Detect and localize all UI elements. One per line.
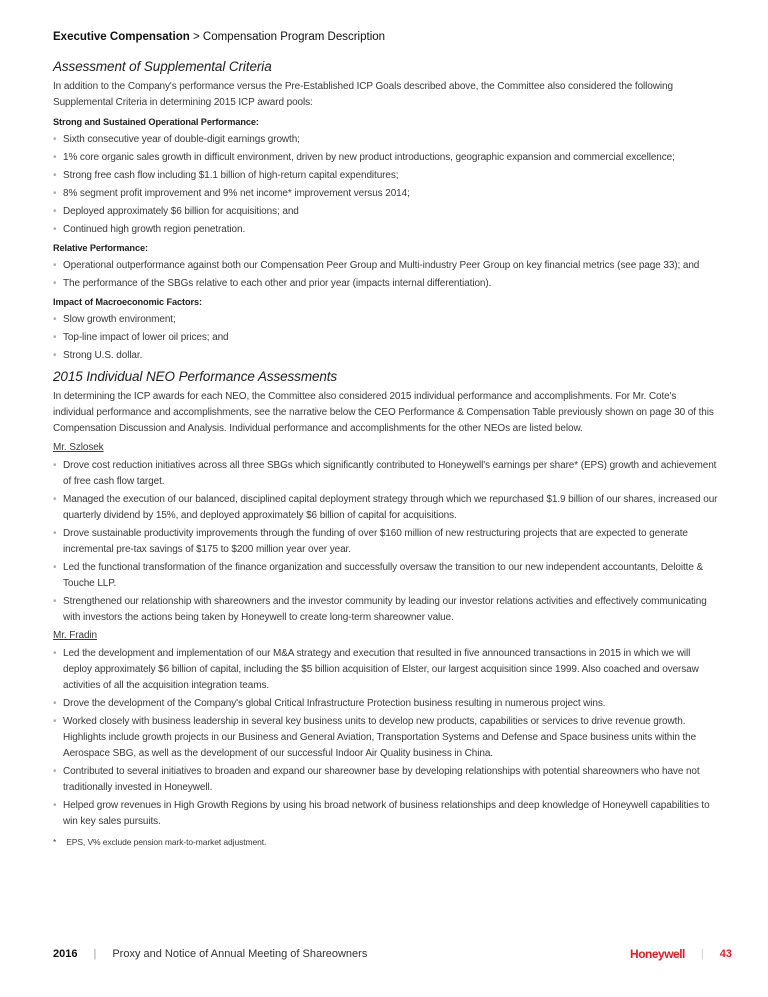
- bullet-icon: •: [53, 648, 57, 659]
- list-item: [53, 132, 719, 148]
- list-item-text: Strong U.S. dollar.: [63, 350, 143, 361]
- list-item-text: Managed the execution of our balanced, disciplined capital deployment strategy through which we repurchased $1.9 billion of our shares, increased our quarterly dividend by 15%, and deployed approximately $6 billion of capital for acquisitions.: [63, 494, 718, 521]
- list-item: [53, 764, 719, 796]
- list-item: [53, 458, 719, 490]
- list-item-text: Helped grow revenues in High Growth Regions by using his broad network of business relationships and deep knowledge of Honeywell capabilities to win key sales pursuits.: [63, 800, 710, 827]
- bullet-icon: •: [53, 766, 57, 777]
- list-item-text: Operational outperformance against both our Compensation Peer Group and Multi-industry Peer Group on key financial metrics (see page 33); and: [63, 260, 700, 271]
- bullet-icon: •: [53, 460, 57, 471]
- list-item-text: 1% core organic sales growth in difficult environment, driven by new product introductions, geographic expansion and commercial excellence;: [63, 152, 675, 163]
- list-item-text: 8% segment profit improvement and 9% net income* improvement versus 2014;: [63, 188, 410, 199]
- list-item-text: Strengthened our relationship with shareowners and the investor community by leading our investor relations activities and effectively communicating with investors the actions being taken by Honeywell to create long-term shareowner value.: [63, 596, 707, 623]
- section-intro: In determining the ICP awards for each NEO, the Committee also considered 2015 individual performance and accomplishments. For Mr. Cote's individual performance and accomplishments, see the narrative below the CEO Performance & Compensation Table previously shown on page 30 of this Compensation Discussion and Analysis. Individual performance and accomplishments for the other NEOs are listed below.: [53, 391, 714, 434]
- bullet-icon: •: [53, 134, 57, 145]
- list-item: [53, 276, 719, 292]
- list-item: [53, 492, 719, 524]
- bullet-icon: •: [53, 152, 57, 163]
- list-item: [53, 646, 719, 694]
- list-item-text: Led the functional transformation of the finance organization and successfully oversaw the transition to our new independent accountants, Deloitte & Touche LLP.: [63, 562, 704, 589]
- breadcrumb-page: Compensation Program Description: [202, 31, 386, 43]
- bullet-icon: •: [53, 332, 57, 343]
- bullet-icon: •: [53, 260, 57, 271]
- bullet-list: [53, 132, 719, 238]
- bullet-list: [53, 258, 719, 292]
- list-item-text: Contributed to several initiatives to broaden and expand our shareowner base by developing relationships with potential shareowners who have not traditionally invested in Honeywell.: [63, 766, 700, 793]
- list-item: [53, 258, 719, 274]
- criteria-groups: [53, 114, 719, 364]
- list-item: [53, 798, 719, 830]
- list-item-text: Drove sustainable productivity improvements through the funding of over $160 million of new restructuring projects that are expected to generate incremental pre-tax savings of $175 to $200 million year over year.: [63, 528, 688, 555]
- bullet-icon: •: [53, 698, 57, 709]
- footer-year: 2016: [53, 948, 78, 960]
- footer-divider: |: [93, 948, 97, 960]
- bullet-icon: •: [53, 314, 57, 325]
- list-item-text: Strong free cash flow including $1.1 billion of high-return capital expenditures;: [63, 170, 399, 181]
- footnote-text: EPS, V% exclude pension mark-to-market adjustment.: [66, 837, 267, 847]
- breadcrumb-separator: >: [192, 31, 200, 43]
- list-item: [53, 312, 719, 328]
- list-item: [53, 186, 719, 202]
- honeywell-logo: Honeywell: [630, 947, 685, 961]
- list-item-text: Drove cost reduction initiatives across all three SBGs which significantly contributed to Honeywell's earnings per share* (EPS) growth and achievement of free cash flow target.: [63, 460, 717, 487]
- bullet-icon: •: [53, 494, 57, 505]
- bullet-icon: •: [53, 596, 57, 607]
- list-item: [53, 222, 719, 238]
- bullet-list: [53, 458, 719, 626]
- section-title: Assessment of Supplemental Criteria: [53, 59, 272, 74]
- section-intro: In addition to the Company's performance versus the Pre-Established ICP Goals described above, the Committee also considered the following Supplemental Criteria in determining 2015 ICP award pools:: [53, 81, 673, 108]
- list-item: [53, 594, 719, 626]
- bullet-icon: •: [53, 278, 57, 289]
- breadcrumb-section: Executive Compensation: [53, 31, 190, 43]
- page-content: [53, 58, 719, 850]
- list-item: [53, 348, 719, 364]
- bullet-icon: •: [53, 528, 57, 539]
- list-item-text: Top-line impact of lower oil prices; and: [63, 332, 229, 343]
- list-item-text: Deployed approximately $6 billion for acquisitions; and: [63, 206, 299, 217]
- list-item: [53, 560, 719, 592]
- list-item: [53, 204, 719, 220]
- list-item: [53, 168, 719, 184]
- section-title: 2015 Individual NEO Performance Assessments: [53, 369, 338, 384]
- subheading: Relative Performance:: [53, 243, 148, 253]
- breadcrumb: [53, 31, 385, 43]
- bullet-icon: •: [53, 188, 57, 199]
- bullet-icon: •: [53, 716, 57, 727]
- list-item-text: Worked closely with business leadership in several key business units to develop new products, capabilities or services to drive revenue growth. Highlights include growth projects in our Business and General Aviation, Transportation Systems and Defense and Space business units within the Aerospace SBG, as well as the development of our successful Indoor Air Quality business in China.: [63, 716, 697, 759]
- neo-assessments: [53, 440, 719, 830]
- page-number: 43: [719, 948, 732, 960]
- list-item: [53, 150, 719, 166]
- bullet-icon: •: [53, 350, 57, 361]
- subheading: Impact of Macroeconomic Factors:: [53, 297, 202, 307]
- list-item: [53, 526, 719, 558]
- list-item-text: Slow growth environment;: [63, 314, 176, 325]
- list-item-text: The performance of the SBGs relative to each other and prior year (impacts internal differentiation).: [63, 278, 492, 289]
- bullet-icon: •: [53, 170, 57, 181]
- footer-divider: |: [700, 948, 704, 960]
- footnote: [53, 834, 719, 850]
- page-footer: [53, 946, 732, 962]
- list-item: [53, 330, 719, 346]
- neo-name: Mr. Fradin: [53, 630, 98, 641]
- bullet-list: [53, 646, 719, 830]
- list-item-text: Led the development and implementation of our M&A strategy and execution that resulted in five announced transactions in 2015 in which we will deploy approximately $6 billion of capital, including the $5 billion acquisition of Elster, our largest acquisition since 1999. Also coached and oversaw activities of all the acquisition integration teams.: [63, 648, 699, 691]
- bullet-icon: •: [53, 206, 57, 217]
- bullet-list: [53, 312, 719, 364]
- list-item-text: Sixth consecutive year of double-digit earnings growth;: [63, 134, 300, 145]
- subheading: Strong and Sustained Operational Performance:: [53, 117, 259, 127]
- list-item: [53, 714, 719, 762]
- list-item: [53, 696, 719, 712]
- bullet-icon: •: [53, 800, 57, 811]
- footer-title: Proxy and Notice of Annual Meeting of Shareowners: [112, 948, 368, 960]
- list-item-text: Continued high growth region penetration.: [63, 224, 246, 235]
- footnote-mark: *: [53, 837, 57, 847]
- bullet-icon: •: [53, 562, 57, 573]
- bullet-icon: •: [53, 224, 57, 235]
- list-item-text: Drove the development of the Company's global Critical Infrastructure Protection business resulting in numerous project wins.: [63, 698, 606, 709]
- neo-name: Mr. Szlosek: [53, 442, 104, 453]
